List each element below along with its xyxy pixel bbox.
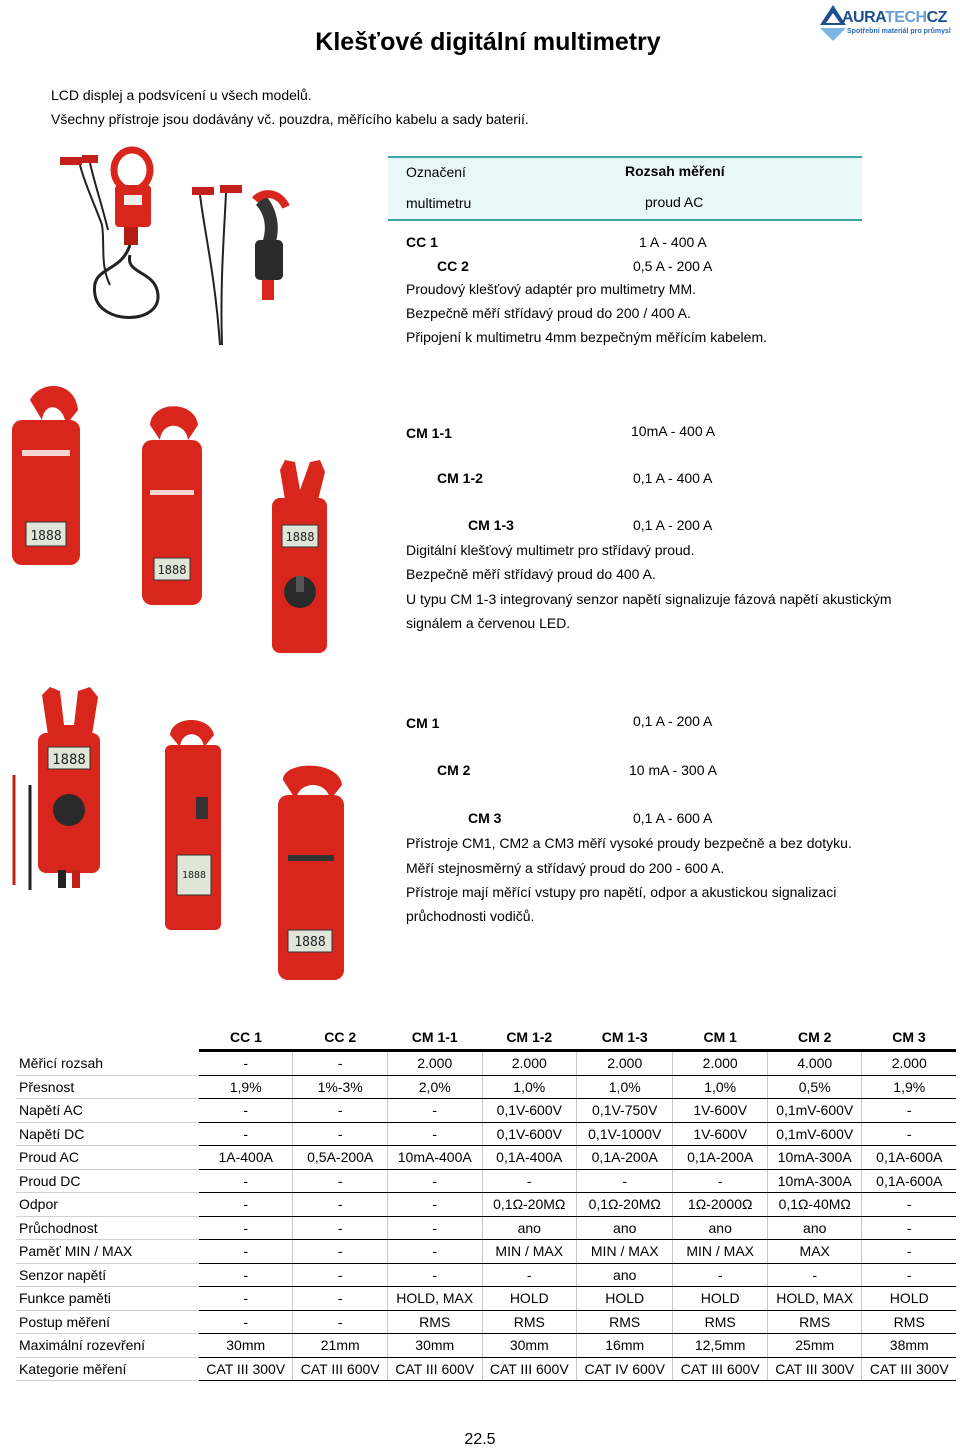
spec-cell: ano: [767, 1216, 862, 1240]
spec-cell: 0,1mV-600V: [767, 1099, 862, 1123]
range-cc1: 1 A - 400 A: [639, 234, 707, 250]
spec-cell: HOLD: [862, 1287, 956, 1311]
spec-cell: 0,1A-600A: [862, 1169, 956, 1193]
spec-col-header: CM 1: [673, 1025, 768, 1051]
display-cm3: 1888: [294, 935, 326, 950]
spec-cell: -: [482, 1263, 577, 1287]
spec-cell: -: [199, 1287, 293, 1311]
spec-cell: 2,0%: [387, 1075, 482, 1099]
spec-cell: 0,1A-200A: [577, 1146, 673, 1170]
spec-row-label: Průchodnost: [16, 1216, 199, 1240]
spec-cell: CAT IV 600V: [577, 1357, 673, 1381]
spec-cell: ano: [673, 1216, 768, 1240]
spec-row-label: Napětí DC: [16, 1122, 199, 1146]
spec-row-label: Měřicí rozsah: [16, 1051, 199, 1076]
spec-cell: -: [293, 1263, 388, 1287]
table-row: [16, 1216, 956, 1240]
range-cm1-2: 0,1 A - 400 A: [633, 470, 713, 486]
spec-cell: -: [482, 1169, 577, 1193]
table-row: [16, 1334, 956, 1358]
page-number: 22.5: [464, 1431, 496, 1448]
spec-cell: 0,1Ω-20MΩ: [482, 1193, 577, 1217]
table-row: [16, 1169, 956, 1193]
table-row: [16, 1263, 956, 1287]
table-row: [16, 1193, 956, 1217]
logo-name-b: TECH: [885, 9, 927, 26]
spec-row-label: Funkce paměti: [16, 1287, 199, 1311]
spec-col-header: CM 1-2: [482, 1025, 577, 1051]
spec-cell: MIN / MAX: [482, 1240, 577, 1264]
range-cm1: 0,1 A - 200 A: [633, 713, 713, 729]
spec-col-header: CM 1-3: [577, 1025, 673, 1051]
spec-cell: 0,1mV-600V: [767, 1122, 862, 1146]
logo-tagline: Spotřební materiál pro průmysl: [847, 28, 951, 35]
spec-cell: 21mm: [293, 1334, 388, 1358]
spec-cell: -: [293, 1240, 388, 1264]
spec-cell: -: [387, 1240, 482, 1264]
spec-cell: CAT III 600V: [293, 1357, 388, 1381]
spec-cell: CAT III 300V: [199, 1357, 293, 1381]
range-cc2: 0,5 A - 200 A: [633, 258, 713, 274]
spec-cell: RMS: [673, 1310, 768, 1334]
spec-row-label: Postup měření: [16, 1310, 199, 1334]
spec-cell: -: [293, 1169, 388, 1193]
table-row: [16, 1099, 956, 1123]
spec-col-header: CM 3: [862, 1025, 956, 1051]
display-cm13: 1888: [285, 530, 315, 544]
range-cm2: 10 mA - 300 A: [629, 762, 717, 778]
spec-cell: 2.000: [387, 1051, 482, 1076]
spec-table: [16, 1025, 956, 1381]
header-label-designation-sub: multimetru: [406, 195, 472, 211]
spec-row-label: Proud DC: [16, 1169, 199, 1193]
spec-cell: HOLD: [673, 1287, 768, 1311]
spec-cell: 0,5A-200A: [293, 1146, 388, 1170]
cm-series-image: [0, 685, 350, 985]
spec-cell: MAX: [767, 1240, 862, 1264]
spec-cell: 2.000: [862, 1051, 956, 1076]
spec-cell: -: [199, 1263, 293, 1287]
model-cc2: CC 2: [437, 258, 469, 274]
spec-cell: 1V-600V: [673, 1099, 768, 1123]
spec-row-label: Proud AC: [16, 1146, 199, 1170]
spec-cell: CAT III 600V: [482, 1357, 577, 1381]
spec-cell: -: [387, 1263, 482, 1287]
spec-cell: 1,0%: [482, 1075, 577, 1099]
group2-desc-4: signálem a červenou LED.: [406, 615, 571, 631]
spec-cell: -: [387, 1122, 482, 1146]
spec-cell: ano: [577, 1263, 673, 1287]
spec-cell: RMS: [862, 1310, 956, 1334]
intro-line-2: Všechny přístroje jsou dodávány vč. pouzdra, měřícího kabelu a sady baterií.: [51, 111, 529, 127]
spec-cell: 12,5mm: [673, 1334, 768, 1358]
table-row: [16, 1287, 956, 1311]
spec-cell: HOLD: [482, 1287, 577, 1311]
group3-desc-1: Přístroje CM1, CM2 a CM3 měří vysoké proudy bezpečně a bez dotyku.: [406, 835, 852, 851]
spec-cell: ano: [577, 1216, 673, 1240]
logo-name-c: CZ: [926, 9, 947, 26]
auratech-logo: [818, 3, 958, 43]
spec-col-header: CM 1-1: [387, 1025, 482, 1051]
table-row: [16, 1357, 956, 1381]
range-cm3: 0,1 A - 600 A: [633, 810, 713, 826]
spec-cell: MIN / MAX: [673, 1240, 768, 1264]
spec-cell: ano: [482, 1216, 577, 1240]
display-cm2: 1888: [181, 870, 207, 881]
intro-line-1: LCD displej a podsvícení u všech modelů.: [51, 87, 312, 103]
display-cm11: 1888: [30, 529, 62, 544]
spec-cell: 4.000: [767, 1051, 862, 1076]
spec-row-label: Maximální rozevření: [16, 1334, 199, 1358]
group3-desc-2: Měří stejnosměrný a střídavý proud do 200 - 600 A.: [406, 860, 725, 876]
spec-cell: 0,1A-600A: [862, 1146, 956, 1170]
spec-cell: -: [199, 1310, 293, 1334]
spec-cell: -: [862, 1216, 956, 1240]
spec-cell: -: [767, 1263, 862, 1287]
spec-cell: CAT III 300V: [862, 1357, 956, 1381]
model-cm1-2: CM 1-2: [437, 470, 483, 486]
group1-desc-2: Bezpečně měří střídavý proud do 200 / 400 A.: [406, 305, 691, 321]
spec-cell: 30mm: [199, 1334, 293, 1358]
spec-cell: -: [199, 1051, 293, 1076]
spec-cell: -: [673, 1169, 768, 1193]
model-cm3: CM 3: [468, 810, 502, 826]
spec-cell: -: [199, 1169, 293, 1193]
spec-cell: -: [199, 1216, 293, 1240]
spec-cell: -: [577, 1169, 673, 1193]
spec-cell: -: [199, 1122, 293, 1146]
spec-cell: 30mm: [387, 1334, 482, 1358]
spec-cell: 38mm: [862, 1334, 956, 1358]
header-label-designation: Označení: [406, 164, 466, 180]
spec-cell: 2.000: [673, 1051, 768, 1076]
spec-cell: 0,1V-1000V: [577, 1122, 673, 1146]
spec-cell: -: [862, 1193, 956, 1217]
spec-cell: 30mm: [482, 1334, 577, 1358]
spec-table-body: [16, 1051, 956, 1381]
spec-cell: MIN / MAX: [577, 1240, 673, 1264]
spec-cell: CAT III 600V: [673, 1357, 768, 1381]
header-label-range: Rozsah měření: [625, 163, 725, 179]
model-cm1-3: CM 1-3: [468, 517, 514, 533]
spec-cell: 1V-600V: [673, 1122, 768, 1146]
group1-desc-3: Připojení k multimetru 4mm bezpečným měřícím kabelem.: [406, 329, 767, 345]
spec-col-header: CC 1: [199, 1025, 293, 1051]
spec-cell: -: [199, 1193, 293, 1217]
spec-cell: -: [862, 1122, 956, 1146]
group2-desc-3: U typu CM 1-3 integrovaný senzor napětí signalizuje fázová napětí akustickým: [406, 591, 892, 607]
spec-cell: -: [293, 1099, 388, 1123]
spec-row-label: Napětí AC: [16, 1099, 199, 1123]
spec-cell: HOLD, MAX: [387, 1287, 482, 1311]
model-cc1: CC 1: [406, 234, 438, 250]
group3-desc-4: průchodnosti vodičů.: [406, 908, 535, 924]
spec-cell: 0,1A-400A: [482, 1146, 577, 1170]
cm1-series-image: [0, 380, 340, 660]
table-row: [16, 1075, 956, 1099]
spec-cell: 1,0%: [577, 1075, 673, 1099]
spec-cell: 0,1V-600V: [482, 1099, 577, 1123]
range-cm1-3: 0,1 A - 200 A: [633, 517, 713, 533]
logo-name-a: AURA: [842, 9, 886, 26]
spec-cell: -: [862, 1240, 956, 1264]
spec-row-label: Přesnost: [16, 1075, 199, 1099]
spec-cell: -: [199, 1099, 293, 1123]
spec-cell: 2.000: [482, 1051, 577, 1076]
cc-clamp-adapters-image: [50, 145, 290, 355]
spec-cell: -: [293, 1216, 388, 1240]
spec-row-label: Kategorie měření: [16, 1357, 199, 1381]
spec-cell: -: [293, 1122, 388, 1146]
spec-cell: 10mA-300A: [767, 1169, 862, 1193]
group2-desc-2: Bezpečně měří střídavý proud do 400 A.: [406, 566, 656, 582]
spec-cell: -: [293, 1310, 388, 1334]
spec-table-header: [16, 1025, 956, 1051]
spec-header-blank: [16, 1025, 199, 1051]
spec-cell: CAT III 300V: [767, 1357, 862, 1381]
spec-cell: -: [862, 1263, 956, 1287]
spec-cell: 10mA-400A: [387, 1146, 482, 1170]
spec-cell: 0,1A-200A: [673, 1146, 768, 1170]
spec-cell: 1,9%: [199, 1075, 293, 1099]
spec-cell: 1,9%: [862, 1075, 956, 1099]
table-row: [16, 1240, 956, 1264]
page-title: Klešťové digitální multimetry: [315, 28, 661, 56]
spec-cell: 0,1V-750V: [577, 1099, 673, 1123]
table-row: [16, 1122, 956, 1146]
spec-cell: 0,1Ω-20MΩ: [577, 1193, 673, 1217]
spec-cell: 25mm: [767, 1334, 862, 1358]
spec-cell: 1Ω-2000Ω: [673, 1193, 768, 1217]
group3-desc-3: Přístroje mají měřící vstupy pro napětí, odpor a akustickou signalizaci: [406, 884, 837, 900]
spec-row-label: Senzor napětí: [16, 1263, 199, 1287]
spec-cell: CAT III 600V: [387, 1357, 482, 1381]
display-cm12: 1888: [157, 563, 187, 577]
table-row: [16, 1051, 956, 1076]
spec-cell: -: [293, 1193, 388, 1217]
table-row: [16, 1146, 956, 1170]
spec-cell: -: [387, 1169, 482, 1193]
spec-cell: -: [387, 1099, 482, 1123]
spec-cell: -: [387, 1216, 482, 1240]
spec-cell: HOLD: [577, 1287, 673, 1311]
model-cm2: CM 2: [437, 762, 471, 778]
spec-cell: -: [387, 1193, 482, 1217]
spec-cell: 0,1Ω-40MΩ: [767, 1193, 862, 1217]
spec-cell: 0,5%: [767, 1075, 862, 1099]
group1-desc-1: Proudový klešťový adaptér pro multimetry MM.: [406, 281, 697, 297]
spec-cell: 1%-3%: [293, 1075, 388, 1099]
spec-cell: RMS: [577, 1310, 673, 1334]
table-row: [16, 1310, 956, 1334]
spec-cell: RMS: [387, 1310, 482, 1334]
spec-cell: 0,1V-600V: [482, 1122, 577, 1146]
spec-cell: 1A-400A: [199, 1146, 293, 1170]
spec-cell: -: [862, 1099, 956, 1123]
spec-cell: -: [673, 1263, 768, 1287]
spec-row-label: Odpor: [16, 1193, 199, 1217]
spec-col-header: CC 2: [293, 1025, 388, 1051]
spec-cell: -: [293, 1051, 388, 1076]
group2-desc-1: Digitální klešťový multimetr pro střídavý proud.: [406, 542, 695, 558]
spec-cell: -: [199, 1240, 293, 1264]
spec-col-header: CM 2: [767, 1025, 862, 1051]
model-cm1-1: CM 1-1: [406, 425, 452, 441]
spec-cell: 2.000: [577, 1051, 673, 1076]
spec-cell: RMS: [767, 1310, 862, 1334]
range-cm1-1: 10mA - 400 A: [631, 423, 716, 439]
spec-cell: 10mA-300A: [767, 1146, 862, 1170]
display-cm1: 1888: [52, 752, 86, 768]
spec-cell: 16mm: [577, 1334, 673, 1358]
spec-cell: RMS: [482, 1310, 577, 1334]
spec-cell: HOLD, MAX: [767, 1287, 862, 1311]
spec-cell: -: [293, 1287, 388, 1311]
spec-row-label: Paměť MIN / MAX: [16, 1240, 199, 1264]
model-cm1: CM 1: [406, 715, 440, 731]
spec-cell: 1,0%: [673, 1075, 768, 1099]
header-label-range-sub: proud AC: [645, 194, 704, 210]
